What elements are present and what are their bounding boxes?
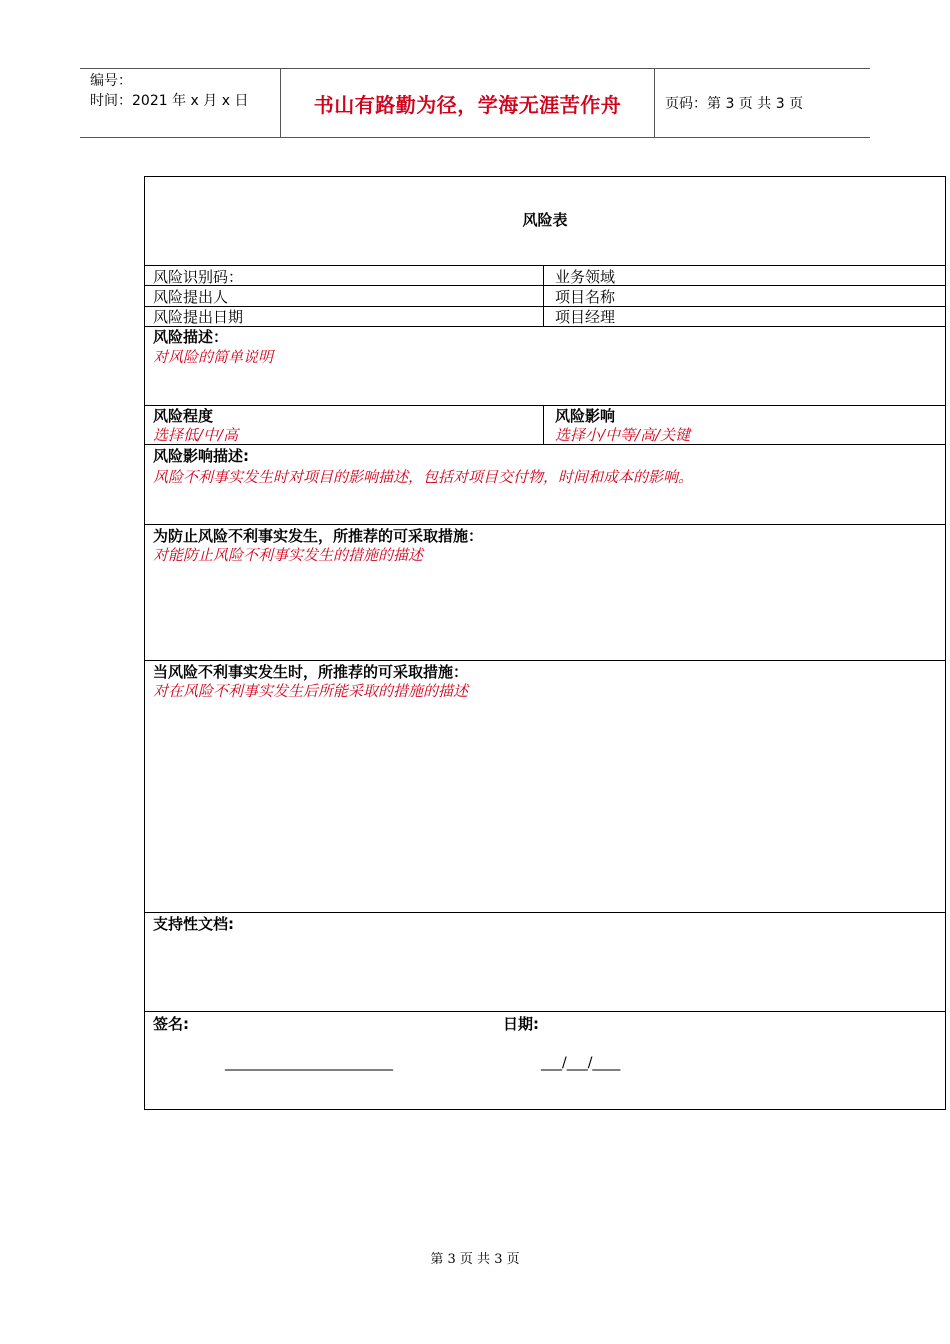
- risk-form: [144, 176, 946, 1110]
- response-measures-label: 当风险不利事实发生时，所推荐的可采取措施：: [153, 663, 469, 681]
- divider: [145, 285, 945, 286]
- response-measures-hint: 对在风险不利事实发生后所能采取的措施的描述: [153, 682, 469, 700]
- divider: [145, 524, 945, 525]
- impact-label: 风险影响: [555, 407, 616, 425]
- page-footer: 第 3 页 共 3 页: [430, 1252, 520, 1267]
- impact-hint: 选择小/中等/高/关键: [555, 426, 691, 444]
- submit-date-label: 风险提出日期: [153, 308, 244, 326]
- header-meta: [80, 69, 281, 137]
- project-name-label: 项目名称: [555, 288, 616, 306]
- divider: [145, 912, 945, 913]
- impact-description-label: 风险影响描述:: [153, 447, 249, 465]
- signature-label: 签名:: [153, 1015, 189, 1033]
- signature-line[interactable]: ________________________: [225, 1055, 393, 1071]
- severity-label: 风险程度: [153, 407, 214, 425]
- description-label: 风险描述：: [153, 328, 229, 346]
- project-manager-label: 项目经理: [555, 308, 616, 326]
- form-title: 风险表: [522, 211, 568, 229]
- column-divider: [543, 265, 544, 326]
- date-label: 日期:: [503, 1015, 539, 1033]
- motto: 书山有路勤为径，学海无涯苦作舟: [281, 69, 655, 137]
- divider: [145, 326, 945, 327]
- column-divider: [543, 405, 544, 444]
- description-hint: 对风险的简单说明: [153, 348, 274, 366]
- divider: [145, 1011, 945, 1012]
- business-area-label: 业务领域: [555, 268, 616, 286]
- prevention-measures-label: 为防止风险不利事实发生，所推荐的可采取措施：: [153, 527, 484, 545]
- date-line[interactable]: ___/___/____: [541, 1055, 621, 1071]
- time-label: 时间：2021 年 x 月 x 日: [90, 93, 249, 109]
- document-header: [80, 68, 870, 138]
- severity-hint: 选择低/中/高: [153, 426, 239, 444]
- impact-description-hint: 风险不利事实发生时对项目的影响描述，包括对项目交付物，时间和成本的影响。: [153, 468, 694, 486]
- divider: [145, 405, 945, 406]
- support-documents-label: 支持性文档:: [153, 915, 234, 933]
- prevention-measures-hint: 对能防止风险不利事实发生的措施的描述: [153, 546, 424, 564]
- divider: [145, 265, 945, 266]
- risk-id-label: 风险识别码：: [153, 268, 244, 286]
- divider: [145, 444, 945, 445]
- submitter-label: 风险提出人: [153, 288, 229, 306]
- page-info: 页码：第 3 页 共 3 页: [665, 96, 804, 112]
- divider: [145, 306, 945, 307]
- divider: [145, 660, 945, 661]
- number-label: 编号：: [90, 73, 132, 89]
